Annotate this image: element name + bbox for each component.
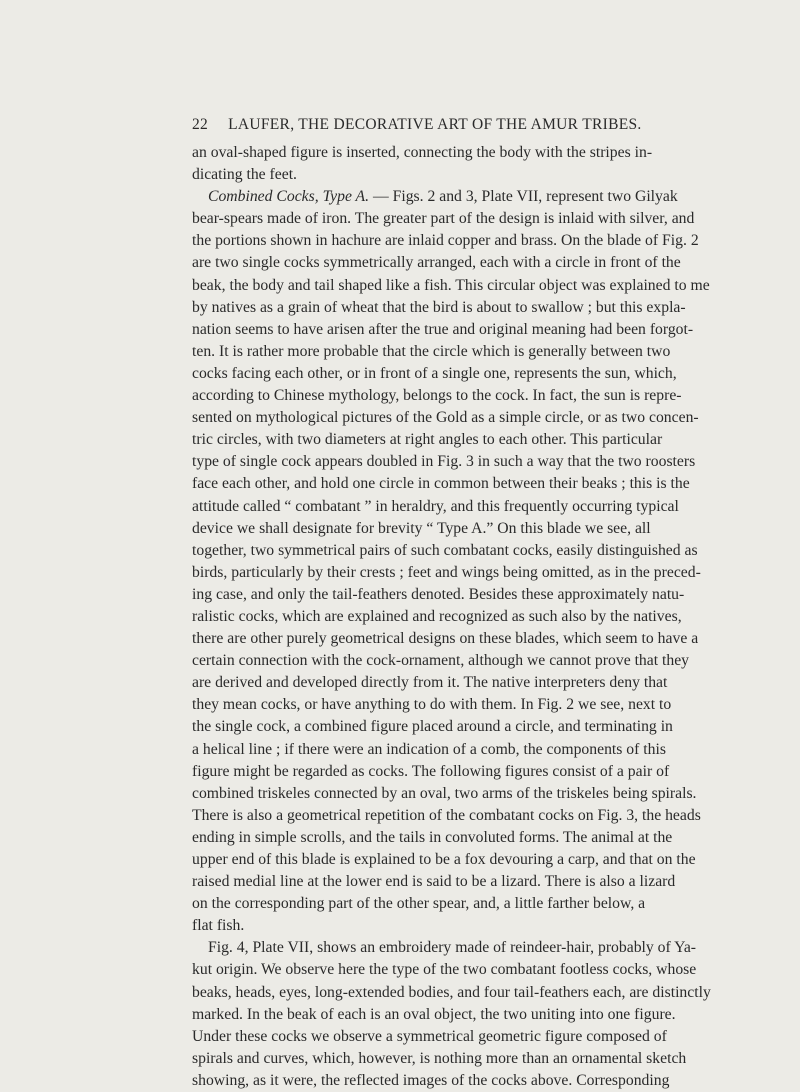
text-line: [192, 363, 677, 385]
text-line: [192, 275, 710, 297]
line-text: flat fish.: [192, 917, 245, 935]
text-line: [192, 496, 679, 518]
text-line: [192, 319, 694, 341]
text-line: [192, 385, 682, 407]
text-line: [192, 739, 666, 761]
text-line: [192, 694, 672, 716]
text-line: [192, 341, 671, 363]
text-line: [192, 827, 673, 849]
page-number: 22: [192, 116, 209, 133]
line-text: Under these cocks we observe a symmetrical geometric figure composed of: [192, 1027, 667, 1045]
text-line: [192, 849, 696, 871]
text-line: [192, 1004, 676, 1026]
text-line: [192, 230, 699, 252]
text-line: [192, 451, 696, 473]
line-text: beaks, heads, eyes, long-extended bodies, and four tail-feathers each, are distinctly: [192, 983, 711, 1001]
text-line: [192, 915, 610, 937]
text-line: [192, 518, 651, 540]
line-text: certain connection with the cock-ornament, although we cannot prove that they: [192, 652, 690, 670]
text-line: [192, 186, 678, 208]
line-text: marked. In the beak of each is an oval object, the two uniting into one figure.: [192, 1005, 676, 1023]
line-text: by natives as a grain of wheat that the bird is about to swallow ; but this expla-: [192, 298, 686, 316]
text-line: [192, 562, 701, 584]
line-text: bear-spears made of iron. The greater part of the design is inlaid with silver, and: [192, 210, 695, 228]
text-line: [192, 208, 695, 230]
text-line: [192, 937, 697, 959]
line-text: ending in simple scrolls, and the tails in convoluted forms. The animal at the: [192, 828, 673, 846]
line-text: are derived and developed directly from it. The native interpreters deny that: [192, 674, 668, 692]
line-text: showing, as it were, the reflected images of the cocks above. Corresponding: [192, 1071, 670, 1089]
line-text: kut origin. We observe here the type of the two combatant footless cocks, whose: [192, 961, 697, 979]
text-line: [192, 716, 673, 738]
section-heading: Combined Cocks, Type A.: [208, 188, 370, 206]
text-line: [192, 1070, 670, 1092]
text-line: [192, 761, 670, 783]
line-text: There is also a geometrical repetition of the combatant cocks on Fig. 3, the heads: [192, 806, 701, 824]
text-line: [192, 783, 697, 805]
line-text: the portions shown in hachure are inlaid copper and brass. On the blade of Fig. 2: [192, 232, 699, 250]
line-text: together, two symmetrical pairs of such combatant cocks, easily distinguished as: [192, 541, 698, 559]
line-text: beak, the body and tail shaped like a fish. This circular object was explained to me: [192, 276, 710, 294]
text-line: [192, 407, 699, 429]
line-text: on the corresponding part of the other spear, and, a little farther below, a: [192, 895, 646, 913]
text-line: [192, 672, 668, 694]
line-text: figure might be regarded as cocks. The following figures consist of a pair of: [192, 762, 670, 780]
line-text: — Figs. 2 and 3, Plate VII, represent two Gilyak: [369, 188, 678, 206]
text-line: [192, 142, 653, 164]
line-text: face each other, and hold one circle in common between their beaks ; this is the: [192, 475, 690, 493]
text-line: [192, 473, 690, 495]
line-text: type of single cock appears doubled in Fig. 3 in such a way that the two roosters: [192, 453, 696, 471]
line-text: an oval-shaped figure is inserted, connecting the body with the stripes in-: [192, 144, 653, 161]
text-line: [192, 628, 699, 650]
line-text: combined triskeles connected by an oval, two arms of the triskeles being spirals.: [192, 784, 697, 802]
line-text: dicating the feet.: [192, 166, 297, 184]
line-text: ing case, and only the tail-feathers denoted. Besides these approximately natu-: [192, 585, 685, 603]
text-line: [192, 429, 663, 451]
line-text: a helical line ; if there were an indication of a comb, the components of this: [192, 740, 666, 758]
line-text: are two single cocks symmetrically arranged, each with a circle in front of the: [192, 254, 681, 272]
line-text: raised medial line at the lower end is said to be a lizard. There is also a lizard: [192, 873, 676, 891]
text-line: [192, 164, 610, 186]
line-text: cocks facing each other, or in front of a single one, represents the sun, which,: [192, 364, 677, 382]
text-line: [192, 297, 686, 319]
running-title: LAUFER, THE DECORATIVE ART OF THE AMUR TRIBES.: [228, 116, 642, 133]
line-text: sented on mythological pictures of the Gold as a simple circle, or as two concen-: [192, 409, 699, 427]
text-line: [192, 606, 682, 628]
text-line: [192, 650, 690, 672]
line-text: the single cock, a combined figure placed around a circle, and terminating in: [192, 718, 673, 736]
text-line: [192, 871, 676, 893]
text-line: [192, 252, 681, 274]
text-line: [192, 982, 711, 1004]
text-line: [192, 893, 646, 915]
line-text: ten. It is rather more probable that the circle which is generally between two: [192, 342, 671, 360]
line-text: attitude called “ combatant ” in heraldry, and this frequently occurring typical: [192, 497, 679, 515]
line-text: Fig. 4, Plate VII, shows an embroidery made of reindeer-hair, probably of Ya-: [208, 939, 697, 957]
line-text: device we shall designate for brevity “ Type A.” On this blade we see, all: [192, 519, 651, 537]
line-text: according to Chinese mythology, belongs to the cock. In fact, the sun is repre-: [192, 387, 682, 405]
line-text: tric circles, with two diameters at right angles to each other. This particular: [192, 431, 663, 449]
line-text: they mean cocks, or have anything to do with them. In Fig. 2 we see, next to: [192, 696, 672, 714]
running-head: [192, 116, 642, 134]
line-text: upper end of this blade is explained to be a fox devouring a carp, and that on the: [192, 851, 696, 868]
line-text: nation seems to have arisen after the true and original meaning had been forgot-: [192, 320, 694, 338]
text-line: [192, 584, 685, 606]
line-text: there are other purely geometrical designs on these blades, which seem to have a: [192, 630, 699, 648]
text-line: [192, 959, 697, 981]
line-text: birds, particularly by their crests ; feet and wings being omitted, as in the preced-: [192, 563, 701, 581]
text-line: [192, 540, 698, 562]
body-text: [192, 142, 711, 1092]
text-line: [192, 1048, 687, 1070]
line-text: ralistic cocks, which are explained and recognized as such also by the natives,: [192, 607, 682, 625]
line-text: spirals and curves, which, however, is nothing more than an ornamental sketch: [192, 1049, 687, 1067]
text-line: [192, 805, 701, 827]
text-line: [192, 1026, 667, 1048]
